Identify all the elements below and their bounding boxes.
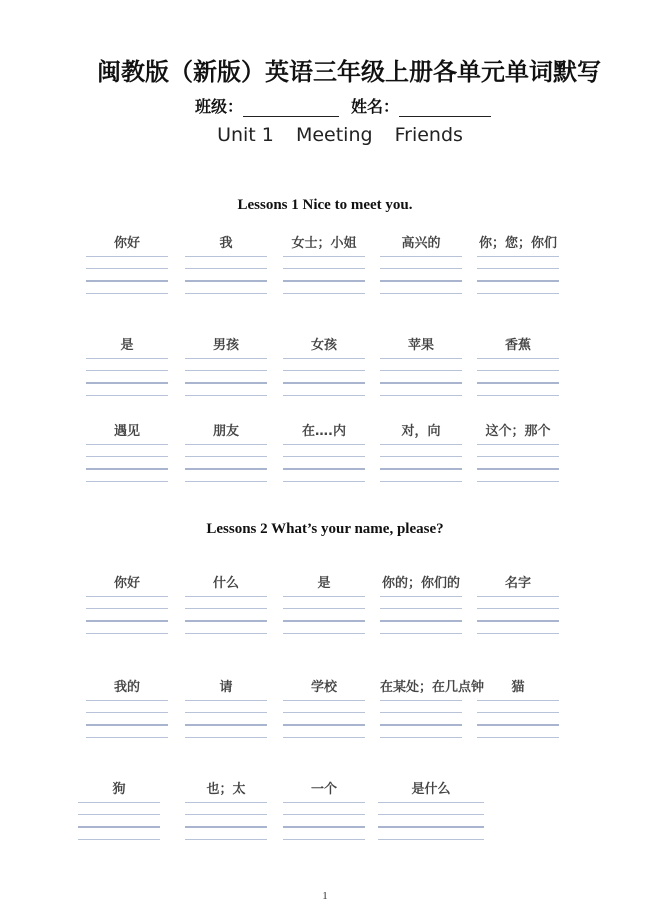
chinese-word: 男孩 (212, 338, 239, 353)
writing-lines[interactable] (185, 358, 267, 407)
writing-lines[interactable] (86, 700, 168, 749)
writing-lines[interactable] (283, 256, 365, 305)
chinese-word: 女孩 (310, 338, 337, 353)
writing-lines[interactable] (380, 596, 462, 645)
lesson1-title: Lessons 1 Nice to meet you. (237, 197, 413, 213)
chinese-word: 你好 (113, 576, 140, 591)
lesson2-title: Lessons 2 What’s your name, please? (206, 521, 444, 537)
writing-lines[interactable] (378, 802, 484, 851)
chinese-word: 苹果 (407, 338, 434, 353)
writing-lines[interactable] (86, 444, 168, 493)
writing-lines[interactable] (185, 596, 267, 645)
writing-lines[interactable] (86, 358, 168, 407)
writing-lines[interactable] (477, 444, 559, 493)
chinese-word: 我的 (113, 680, 140, 695)
unit-word1: Meeting (295, 124, 373, 146)
writing-lines[interactable] (283, 802, 365, 851)
writing-lines[interactable] (185, 700, 267, 749)
writing-lines[interactable] (86, 256, 168, 305)
chinese-word: 在某处；在几点钟 (380, 680, 485, 695)
page-title: 闽教版（新版）英语三年级上册各单元单词默写 (97, 58, 601, 86)
name-label: 姓名： (351, 97, 400, 116)
unit-number: Unit 1 (217, 124, 274, 146)
chinese-word: 你的；你们的 (381, 576, 460, 591)
writing-lines[interactable] (283, 444, 365, 493)
writing-lines[interactable] (185, 802, 267, 851)
page-number: 1 (322, 890, 328, 902)
writing-lines[interactable] (86, 596, 168, 645)
name-blank[interactable] (399, 98, 491, 117)
chinese-word: 遇见 (113, 424, 140, 439)
chinese-word: 朋友 (212, 424, 239, 439)
chinese-word: 狗 (112, 782, 126, 797)
chinese-word: 是什么 (411, 782, 451, 797)
writing-lines[interactable] (477, 700, 559, 749)
chinese-word: 你好 (113, 236, 140, 251)
writing-lines[interactable] (283, 596, 365, 645)
writing-lines[interactable] (185, 256, 267, 305)
chinese-word: 高兴的 (401, 236, 441, 251)
writing-lines[interactable] (477, 358, 559, 407)
class-label: 班级： (195, 97, 244, 116)
chinese-word: 这个；那个 (485, 424, 551, 439)
chinese-word: 也；太 (206, 782, 246, 797)
chinese-word: 是 (120, 338, 134, 353)
chinese-word: 是 (317, 576, 331, 591)
chinese-word: 请 (219, 680, 233, 695)
chinese-word: 猫 (511, 680, 525, 695)
chinese-word: 女士；小姐 (291, 236, 357, 251)
writing-lines[interactable] (380, 256, 462, 305)
chinese-word: 什么 (212, 576, 239, 591)
writing-lines[interactable] (283, 700, 365, 749)
chinese-word: 香蕉 (504, 338, 531, 353)
chinese-word: 名字 (504, 576, 531, 591)
chinese-word: 你；您；你们 (478, 236, 557, 251)
writing-lines[interactable] (477, 596, 559, 645)
chinese-word: 对，向 (401, 424, 441, 439)
student-info (195, 94, 491, 117)
chinese-word: 学校 (310, 680, 337, 695)
writing-lines[interactable] (283, 358, 365, 407)
writing-lines[interactable] (380, 700, 462, 749)
chinese-word: 我 (219, 236, 233, 251)
writing-lines[interactable] (185, 444, 267, 493)
class-blank[interactable] (243, 98, 339, 117)
chinese-word: 在….内 (302, 424, 346, 439)
unit-heading (0, 124, 650, 146)
writing-lines[interactable] (477, 256, 559, 305)
writing-lines[interactable] (380, 358, 462, 407)
writing-lines[interactable] (380, 444, 462, 493)
unit-word2: Friends (394, 124, 463, 146)
chinese-word: 一个 (310, 782, 337, 797)
writing-lines[interactable] (78, 802, 160, 851)
